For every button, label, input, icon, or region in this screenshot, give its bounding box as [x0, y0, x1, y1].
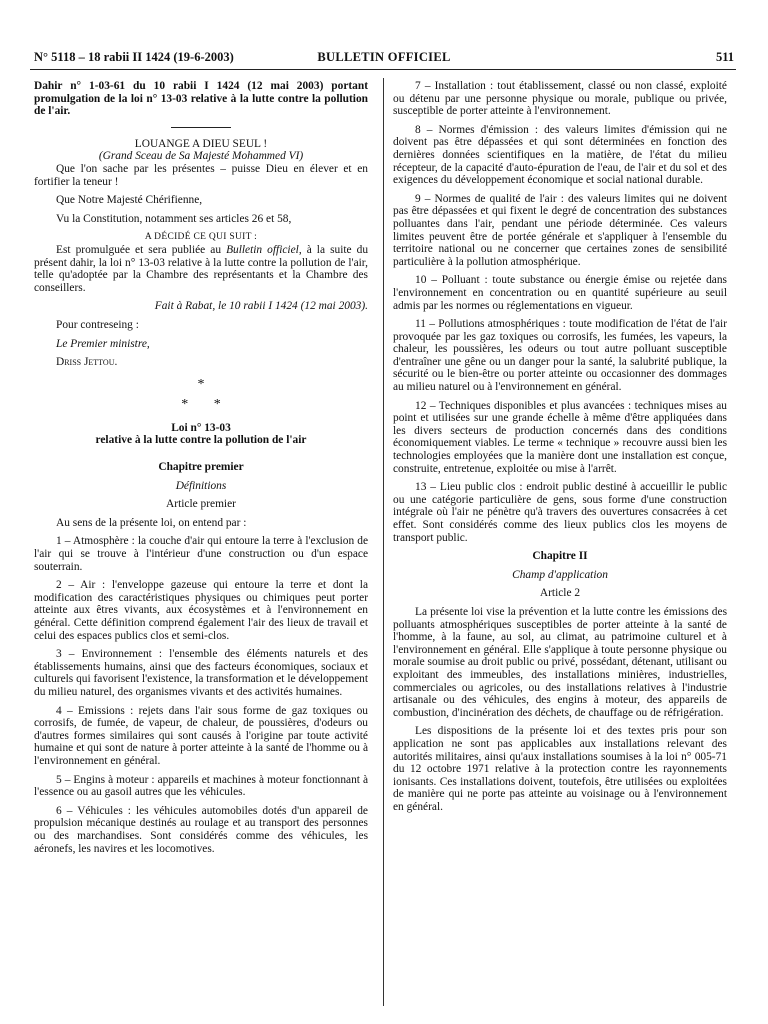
definition-item: 8 – Normes d'émission : des valeurs limites d'émission qui ne doivent pas être dépassées et qui sont déterminées en fonction des dernières données scientifiques en la matière, de l'état du milieu récepteur, de la capacité d'auto-épuration de l'eau, de l'air et du sol et des exigences du développement économique et social national durable. — [393, 123, 727, 187]
page-header — [34, 50, 734, 68]
chapter-heading: Chapitre premier — [158, 461, 244, 474]
promulgation-paragraph: Est promulguée et sera publiée au Bulletin officiel, à la suite du présent dahir, la loi n° 13-03 relative à la lutte contre la pollution de l'air, telle qu'adoptée par la Chambre des représentants et la Chambre des conseillers. — [34, 243, 369, 294]
separator-star: * — [197, 376, 205, 392]
dahir-title: Dahir n° 1-03-61 du 10 rabii I 1424 (12 mai 2003) portant promulgation de la loi n° 13-03 relative à la lutte contre la pollution de l'air. — [34, 80, 368, 118]
definition-item: 4 – Emissions : rejets dans l'air sous forme de gaz toxiques ou corrosifs, de fumée, de vapeur, de chaleur, de poussières, d'odeurs ou d'autres formes similaires qui sont causés à l'origine par toute activité humaine et qui sont de nature à porter atteinte à la santé de l'homme ou à l'environnement en général. — [34, 704, 368, 767]
loi-subtitle: relative à la lutte contre la pollution de l'air — [95, 434, 307, 447]
chapter-subtitle: Définitions — [175, 479, 227, 492]
definition-item: 1 – Atmosphère : la couche d'air qui entoure la terre à l'exclusion de l'air qui se trouve à l'intérieur d'une construction ou d'un espace souterrain. — [34, 535, 368, 573]
definition-item: 12 – Techniques disponibles et plus avancées : techniques mises au point et utilisées sur une grande échelle à même d'être appliquées dans les divers secteurs de production concernés dans des conditions économiquement viables. Le terme « technique » recouvre aussi bien les technologies employées que la manière dont une installation est conçue, construite, entretenue, exploitée ou mise à l'arrêt. — [393, 399, 727, 475]
article-heading: Article 2 — [539, 587, 581, 600]
definition-item: 5 – Engins à moteur : appareils et machines à moteur fonctionnant à l'essence ou au gasoil autres que les véhicules. — [34, 773, 368, 799]
definition-item: 3 – Environnement : l'ensemble des éléments naturels et des établissements humains, ainsi que des facteurs économiques, sociaux et culturels qui favorisent l'existence, la transformation et le développement du milieu naturel, des organismes vivants et des activités humaines. — [34, 648, 368, 698]
page-number: 511 — [715, 50, 734, 64]
definition-item: 6 – Véhicules : les véhicules automobiles dotés d'un appareil de propulsion mécanique destinés au roulage et au transport des personnes ou des marchandises. Sont considérés comme des véhicules, les aéronefs, les navires et les locomotives. — [34, 804, 368, 855]
premier-ministre: Le Premier ministre, — [56, 337, 150, 350]
preamble-paragraph: Que Notre Majesté Chérifienne, — [56, 194, 203, 207]
chapter-heading: Chapitre II — [532, 550, 588, 563]
decide-heading: A DÉCIDÉ CE QUI SUIT : — [144, 232, 258, 243]
preamble-paragraph: Que l'on sache par les présentes – puisse Dieu en élever et en fortifier la teneur ! — [34, 162, 368, 188]
signataire: Driss Jettou. — [56, 356, 118, 369]
louange: LOUANGE A DIEU SEUL ! — [134, 137, 268, 150]
fait-a-rabat: Fait à Rabat, le 10 rabii I 1424 (12 mai 2003). — [154, 300, 368, 313]
article-paragraph: La présente loi vise la prévention et la lutte contre les émissions des polluants atmosphériques susceptibles de porter atteinte à la santé de l'homme, à la faune, au sol, au climat, au patrimoine culturel et à l'environnement en général. Elle s'applique à toute personne physique ou morale soumise au droit public ou privé, possédant, détenant, utilisant ou exploitant des immeubles, des installations minières, industrielles, commerciales ou agricoles, ou des installations relatives à l'industrie artisanale ou des véhicules, des engins à moteur, des appareils de combustion, d'incinération des déchets, de chauffage ou de réfrigération. — [393, 605, 727, 719]
definitions-intro: Au sens de la présente loi, on entend par : — [56, 516, 247, 529]
definition-item: 9 – Normes de qualité de l'air : des valeurs limites qui ne doivent pas être dépassées et qui fixent le degré de concentration des substances polluantes dans l'air, pendant une période déterminée. Ces valeurs limites peuvent être de portée générale et s'appliquer à l'ensemble du territoire national ou ne concerner que certaines zones de sensibilité particulière à la pollution atmosphérique. — [393, 192, 727, 268]
chapter-subtitle: Champ d'application — [512, 568, 608, 581]
definition-item: 13 – Lieu public clos : endroit public destiné à accueillir le public ou une catégorie particulière de gens, sous forme d'une construction intégrale où l'air ne pénètre qu'à travers des ouvertures consacrées à cet effet. Sont considérés comme des lieux publics clos les moyens de transport public. — [393, 481, 727, 544]
section-rule — [171, 127, 231, 128]
separator-stars: * * — [181, 397, 221, 413]
definition-item: 7 – Installation : tout établissement, classé ou non classé, exploité ou détenu par une personne physique ou morale, publique ou privée, susceptible de porter atteinte à l'environnement. — [393, 80, 727, 118]
issue-number: N° 5118 – 18 rabii II 1424 (19-6-2003) — [34, 50, 234, 64]
right-column — [393, 80, 727, 813]
header-rule — [30, 69, 736, 70]
column-divider — [383, 78, 384, 1006]
article-paragraph: Les dispositions de la présente loi et des textes pris pour son application ne sont pas applicables aux installations relevant des autorités militaires, ainsi qu'aux installations soumises à la loi n° 005-71 du 12 octobre 1971 relative à la protection contre les rayonnements ionisants. Ces installations doivent, toutefois, être utilisées ou exploitées de manière qui ne porte pas atteinte au voisinage ou à l'environnement en général. — [393, 725, 727, 813]
definition-item: 10 – Polluant : toute substance ou énergie émise ou rejetée dans l'environnement en concentration ou en quantité supérieure au seuil admis par les normes ou réglementations en vigueur. — [393, 274, 727, 312]
definition-item: 2 – Air : l'enveloppe gazeuse qui entoure la terre et dont la modification des caractéristiques physiques ou chimiques peut porter atteinte aux êtres vivants, aux écosystèmes et à l'environnement en général. Cette définition comprend également l'air des lieux de travail et celui des espaces publics clos et semi-clos. — [34, 579, 368, 642]
publication-title: BULLETIN OFFICIEL — [317, 50, 451, 64]
contreseing: Pour contreseing : — [56, 318, 139, 331]
grand-sceau: (Grand Sceau de Sa Majesté Mohammed VI) — [98, 150, 304, 163]
loi-title: Loi n° 13-03 — [171, 421, 231, 434]
preamble-paragraph: Vu la Constitution, notamment ses articles 26 et 58, — [56, 212, 292, 225]
article-heading: Article premier — [166, 498, 236, 511]
definition-item: 11 – Pollutions atmosphériques : toute modification de l'état de l'air provoquée par les gaz toxiques ou corrosifs, les fumées, les vapeurs, la chaleur, les poussières, les odeurs ou tout autre polluant susceptible d'entraîner une gêne ou un danger pour la santé, la salubrité publique, la sécurité ou le bien-être ou porter atteinte ou occasionner des dommages au milieu naturel ou à l'environnement en général. — [393, 318, 727, 394]
left-column — [34, 80, 368, 855]
